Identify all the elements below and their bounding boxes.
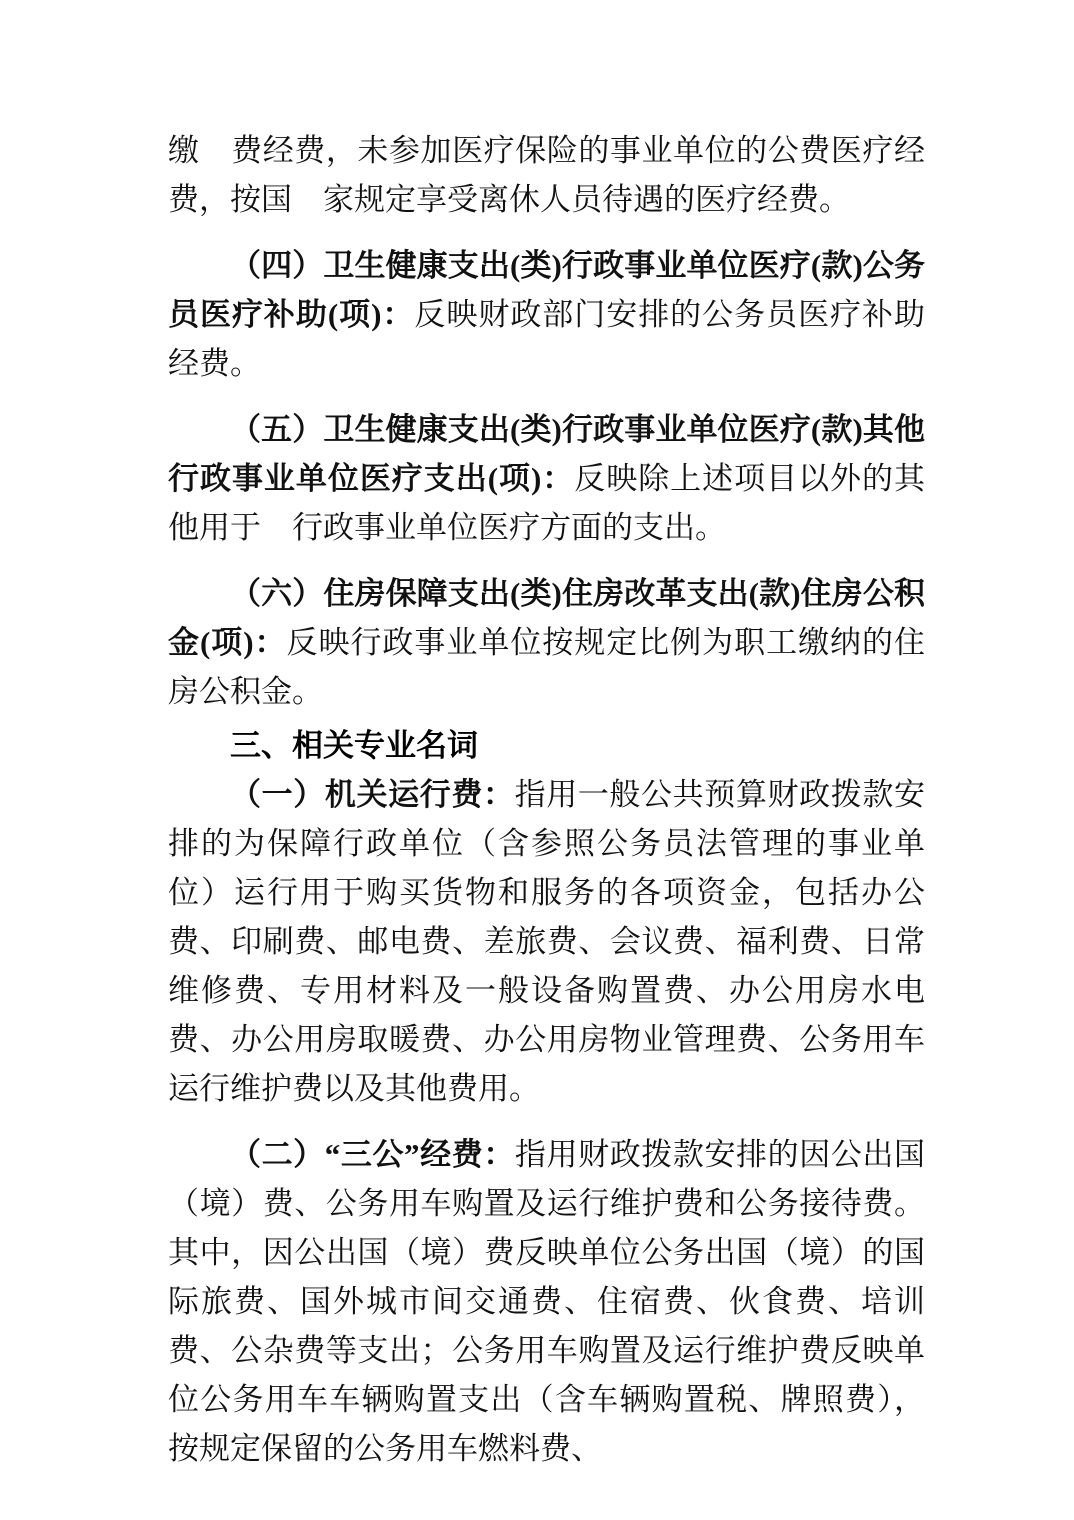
paragraph-term-2-three-public-expenses	[168, 1130, 925, 1473]
paragraph-lead: （五）卫生健康支出(类)行政事业单位医疗(款)其他行政事业单位医疗支出(项)：	[168, 412, 925, 496]
paragraph-body-text: 反映财政部门安排的公务员医疗补助经费。	[168, 297, 925, 381]
paragraph-body-text: 反映除上述项目以外的其他用于 行政事业单位医疗方面的支出。	[168, 461, 925, 545]
paragraph-body-text: 反映行政事业单位按规定比例为职工缴纳的住房公积金。	[168, 625, 925, 709]
paragraph-term-1-agency-operating-expense	[168, 770, 925, 1113]
paragraph-item-6-housing-provident-fund	[168, 569, 925, 716]
section-heading-related-terms: 三、相关专业名词	[230, 728, 478, 763]
paragraph-medical-fee-continuation	[168, 126, 925, 224]
paragraph-lead: （二）“三公”经费：	[230, 1137, 515, 1172]
document-page-text	[168, 126, 925, 1473]
paragraph-body-text: 指用一般公共预算财政拨款安排的为保障行政单位（含参照公务员法管理的事业单位）运行用于购买货物和服务的各项资金，包括办公费、印刷费、邮电费、差旅费、会议费、福利费、日常维修费、专用材料及一般设备购置费、办公用房水电费、办公用房取暖费、办公用房物业管理费、公务用车运行维护费以及其他费用。	[168, 777, 926, 1106]
paragraph-item-4-civil-servant-medical-subsidy	[168, 241, 925, 388]
paragraph-lead: （六）住房保障支出(类)住房改革支出(款)住房公积金(项)：	[168, 576, 925, 660]
paragraph-body-text: 指用财政拨款安排的因公出国（境）费、公务用车购置及运行维护费和公务接待费。其中，因公出国（境）费反映单位公务出国（境）的国际旅费、国外城市间交通费、住宿费、伙食费、培训费、公杂费等支出；公务用车购置及运行维护费反映单位公务用车车辆购置支出（含车辆购置税、牌照费），按规定保留的公务用车燃料费、	[168, 1137, 926, 1466]
paragraph-lead: （一）机关运行费：	[230, 777, 515, 812]
paragraph-item-5-other-admin-institution-medical	[168, 405, 925, 552]
paragraph-body-text: 缴 费经费，未参加医疗保险的事业单位的公费医疗经费，按国 家规定享受离休人员待遇的医疗经费。	[168, 133, 925, 217]
paragraph-lead: （四）卫生健康支出(类)行政事业单位医疗(款)公务员医疗补助(项)：	[168, 248, 925, 332]
